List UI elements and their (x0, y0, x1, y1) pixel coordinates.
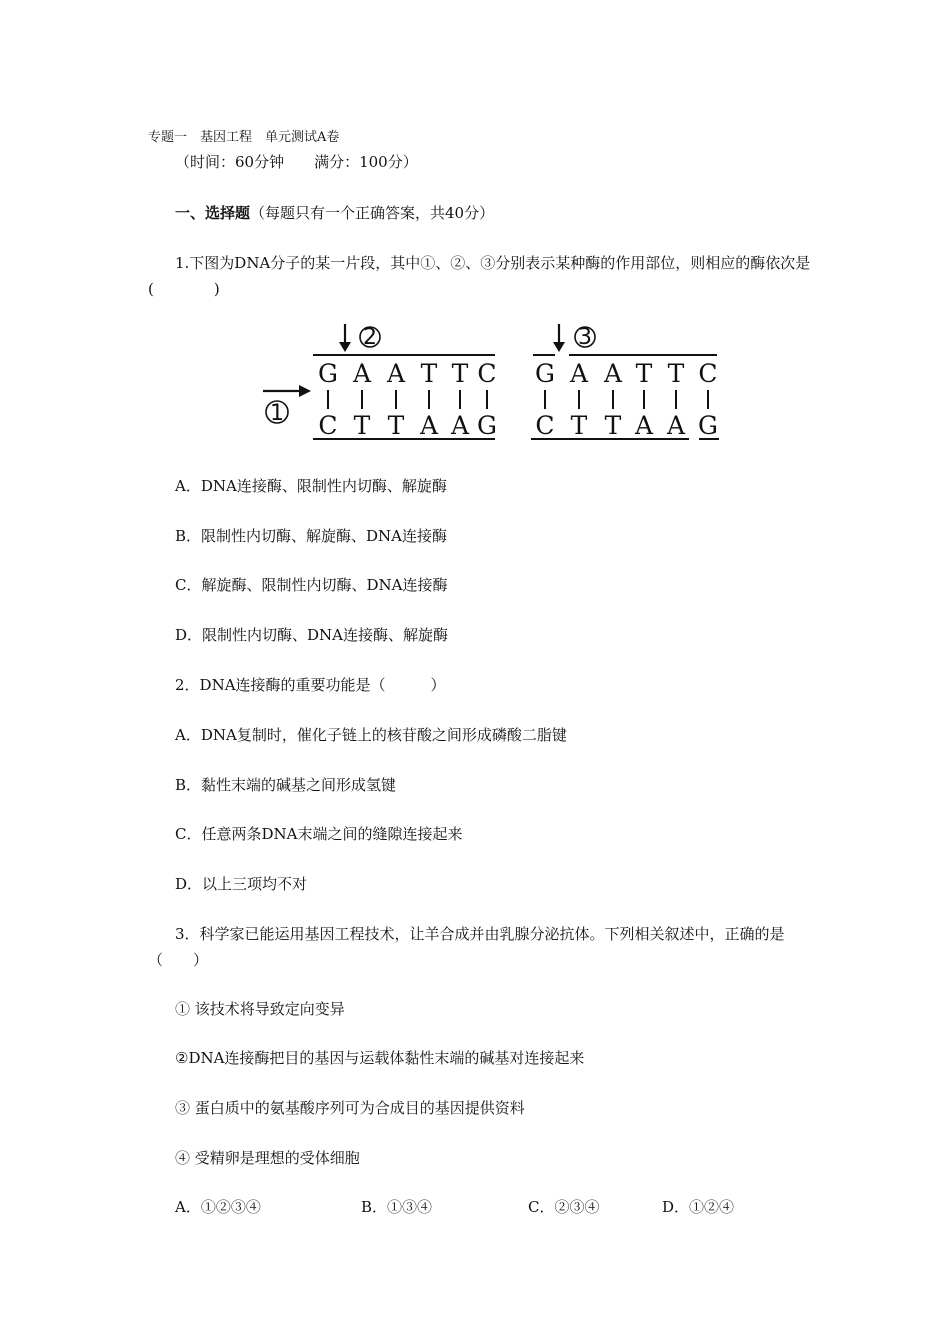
base-top: T (667, 359, 685, 388)
marker-2: 2 (363, 325, 377, 350)
exam-meta: （时间：60分钟 满分：100分） (175, 153, 418, 171)
document-title: 专题一 基因工程 单元测试A卷 (148, 130, 340, 145)
q1-option-a: A．DNA连接酶、限制性内切酶、解旋酶 (175, 477, 447, 495)
section-title: 一、选择题 (175, 204, 251, 222)
section-note: （每题只有一个正确答案，共40分） (250, 204, 495, 222)
base-bottom: G (698, 411, 718, 440)
q3-option-a: A．①②③④ (175, 1198, 261, 1216)
q2-option-c: C．任意两条DNA末端之间的缝隙连接起来 (175, 825, 463, 843)
q3-statement-3: ③ 蛋白质中的氨基酸序列可为合成目的基因提供资料 (175, 1099, 525, 1117)
base-bottom: T (570, 411, 588, 440)
q2-option-a: A．DNA复制时，催化子链上的核苷酸之间形成磷酸二脂键 (175, 726, 567, 744)
base-top: A (569, 359, 589, 388)
base-top: A (386, 359, 406, 388)
q3-statement-4: ④ 受精卵是理想的受体细胞 (175, 1149, 360, 1167)
marker-3: 3 (578, 325, 592, 350)
base-bottom: C (318, 411, 338, 440)
section-heading (175, 203, 494, 223)
base-top: T (420, 359, 438, 388)
q3-option-b: B．①③④ (361, 1198, 433, 1216)
base-top: T (451, 359, 469, 388)
base-bottom: A (419, 411, 439, 440)
base-top: A (352, 359, 372, 388)
base-bottom: G (477, 411, 497, 440)
q1-option-b: B．限制性内切酶、解旋酶、DNA连接酶 (175, 527, 448, 545)
base-bottom: A (666, 411, 686, 440)
base-top: T (635, 359, 653, 388)
q3-option-c: C．②③④ (528, 1198, 600, 1216)
q3-statement-1: ① 该技术将导致定向变异 (175, 1000, 345, 1018)
question-3-stem: 3．科学家已能运用基因工程技术，让羊合成并由乳腺分泌抗体。下列相关叙述中，正确的是（ ） (148, 925, 785, 969)
q2-option-b: B．黏性末端的碱基之间形成氢键 (175, 776, 397, 794)
dna-fragment-figure (255, 322, 725, 452)
q3-option-d: D．①②④ (662, 1198, 735, 1216)
q1-option-c: C．解旋酶、限制性内切酶、DNA连接酶 (175, 576, 448, 594)
base-top: G (535, 359, 555, 388)
base-bottom: C (535, 411, 555, 440)
q3-statement-2: ②DNA连接酶把目的基因与运载体黏性末端的碱基对连接起来 (175, 1049, 585, 1067)
base-bottom: T (604, 411, 622, 440)
marker-1: 1 (270, 401, 284, 426)
base-bottom: A (634, 411, 654, 440)
base-bottom: T (387, 411, 405, 440)
question-2-stem: 2．DNA连接酶的重要功能是（ ） (175, 676, 446, 694)
base-top: C (698, 359, 718, 388)
q2-option-d: D．以上三项均不对 (175, 875, 308, 893)
base-top: C (477, 359, 497, 388)
q1-option-d: D．限制性内切酶、DNA连接酶、解旋酶 (175, 626, 449, 644)
base-bottom: A (450, 411, 470, 440)
base-top: A (603, 359, 623, 388)
base-bottom: T (353, 411, 371, 440)
q3-options (175, 1196, 795, 1218)
question-1-stem: 1.下图为DNA分子的某一片段，其中①、②、③分别表示某种酶的作用部位，则相应的酶依次是( ) (148, 254, 811, 298)
right-fragment (531, 324, 719, 440)
left-fragment (263, 324, 497, 440)
base-top: G (318, 359, 338, 388)
